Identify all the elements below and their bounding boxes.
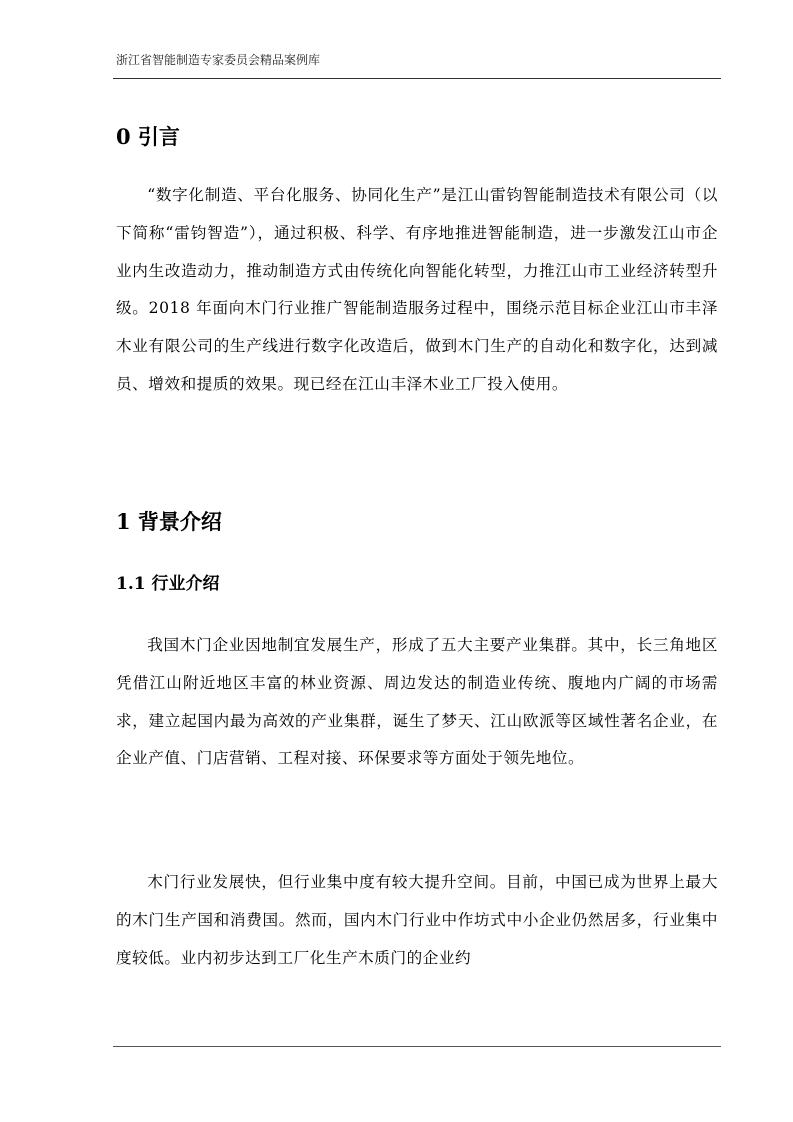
running-header: 浙江省智能制造专家委员会精品案例库 [116, 53, 321, 67]
section-heading-intro: 0 引言 [116, 124, 180, 149]
subsection-heading-industry: 1.1 行业介绍 [116, 574, 220, 594]
intro-paragraph: “数字化制造、平台化服务、协同化生产”是江山雷钧智能制造技术有限公司（以下简称“雷钧智造”），通过积极、科学、有序地推进智能制造，进一步激发江山市企业内生改造动力，推动制造方式由传统化向智能化转型，力推江山市工业经济转型升级。2018 年面向木门行业推广智能制造服务过程中，围绕示范目标企业江山市丰泽木业有限公司的生产线进行数字化改造后，做到木门生产的自动化和数字化，达到减员、增效和提质的效果。现已经在江山丰泽木业工厂投入使用。 [116, 186, 718, 393]
section-heading-background: 1 背景介绍 [116, 509, 222, 534]
industry-paragraph-1: 我国木门企业因地制宜发展生产，形成了五大主要产业集群。其中，长三角地区凭借江山附近地区丰富的林业资源、周边发达的制造业传统、腹地内广阔的市场需求，建立起国内最为高效的产业集群，诞生了梦天、江山欧派等区域性著名企业，在企业产值、门店营销、工程对接、环保要求等方面处于领先地位。 [116, 636, 718, 768]
footer-divider [113, 1046, 721, 1047]
header-divider [113, 78, 721, 79]
industry-paragraph-2: 木门行业发展快，但行业集中度有较大提升空间。目前，中国已成为世界上最大的木门生产国和消费国。然而，国内木门行业中作坊式中小企业仍然居多，行业集中度较低。业内初步达到工厂化生产木质门的企业约 [116, 873, 718, 967]
